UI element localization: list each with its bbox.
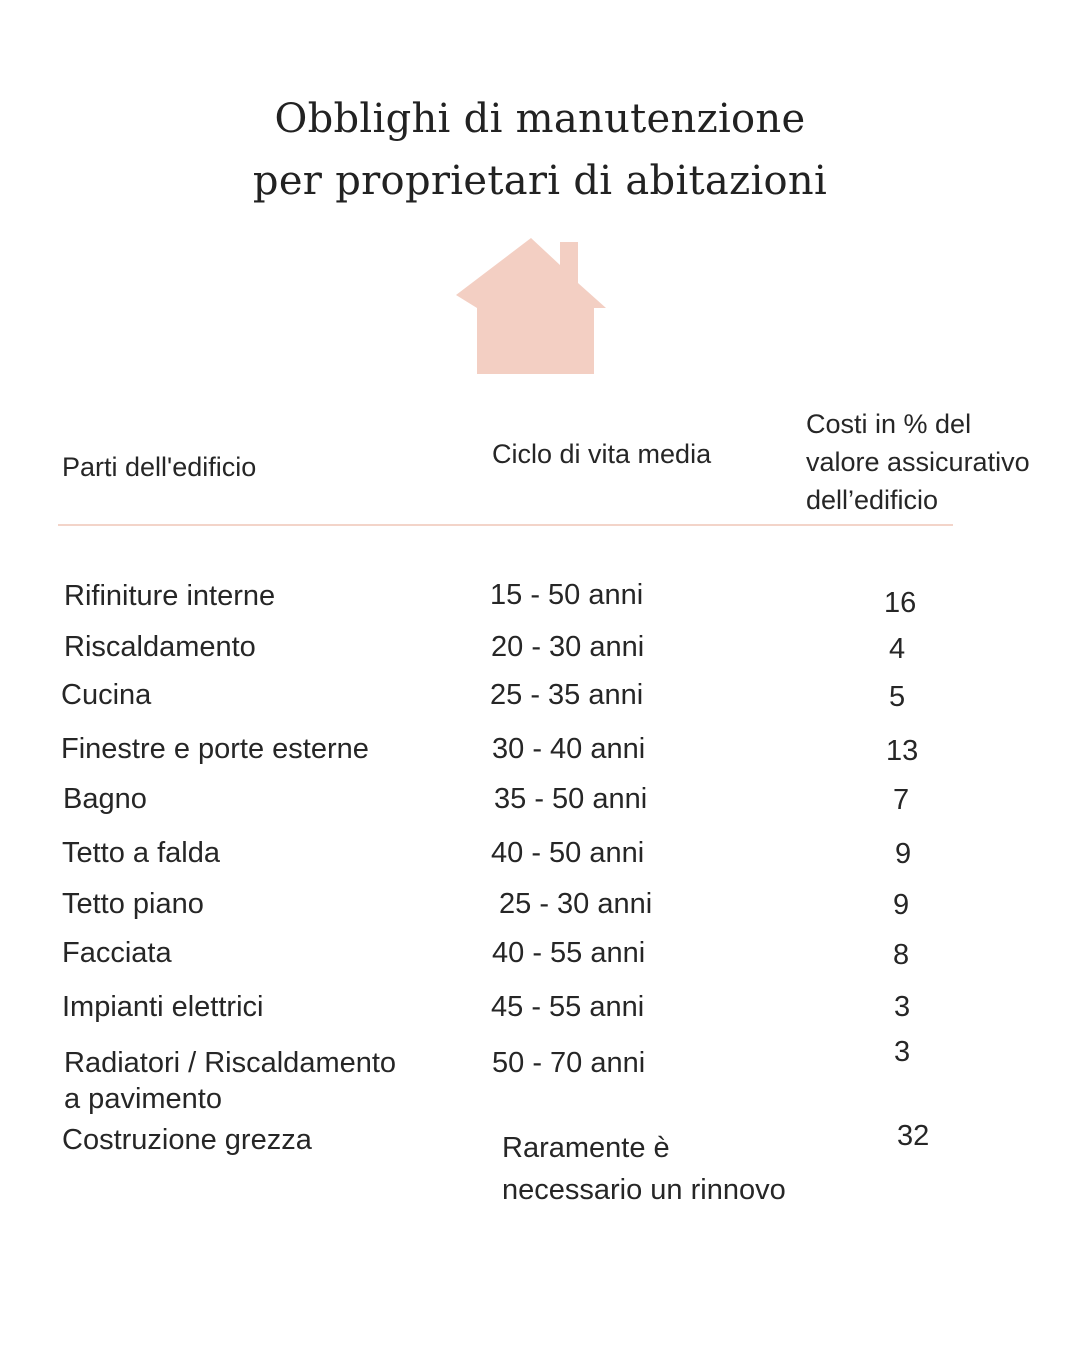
row-lifecycle: 30 - 40 anni xyxy=(492,733,646,765)
row-part: Tetto piano xyxy=(62,888,204,920)
row-part: Finestre e porte esterne xyxy=(61,733,369,765)
row-part: Tetto a falda xyxy=(62,837,220,869)
header-cost-line-2: valore assicurativo xyxy=(806,447,1030,477)
row-lifecycle: 40 - 55 anni xyxy=(492,937,646,969)
row-cost: 9 xyxy=(893,889,910,921)
page-title xyxy=(0,88,1080,212)
row-part: Cucina xyxy=(61,679,152,711)
row-lifecycle: 40 - 50 anni xyxy=(491,837,645,869)
title-line-2: per proprietari di abitazioni xyxy=(252,158,828,204)
row-lifecycle: 35 - 50 anni xyxy=(494,783,648,815)
row-cost: 3 xyxy=(894,991,911,1023)
row-lifecycle: 20 - 30 anni xyxy=(491,631,645,663)
row-lifecycle xyxy=(502,1127,786,1211)
row-cost: 5 xyxy=(889,681,906,713)
header-cost-line-3: dell’edificio xyxy=(806,485,939,515)
row-part: Rifiniture interne xyxy=(64,580,276,612)
row-part xyxy=(64,1045,396,1117)
row-part: Bagno xyxy=(63,783,147,815)
row-cost: 16 xyxy=(884,587,917,619)
row-part-line-1: Radiatori / Riscaldamento xyxy=(64,1047,397,1079)
row-cost: 4 xyxy=(889,633,906,665)
header-divider xyxy=(58,524,953,526)
row-part-line-2: a pavimento xyxy=(64,1083,222,1115)
header-cost-line-1: Costi in % del xyxy=(806,409,972,439)
row-lifecycle: 15 - 50 anni xyxy=(490,579,644,611)
row-lifecycle-line-1: Raramente è xyxy=(502,1132,670,1164)
row-part: Costruzione grezza xyxy=(62,1124,312,1156)
row-lifecycle-line-2: necessario un rinnovo xyxy=(502,1174,786,1206)
header-lifecycle: Ciclo di vita media xyxy=(492,439,712,469)
row-part: Impianti elettrici xyxy=(62,991,264,1023)
row-lifecycle: 25 - 30 anni xyxy=(499,888,653,920)
row-cost: 7 xyxy=(893,784,910,816)
row-lifecycle: 50 - 70 anni xyxy=(492,1047,646,1079)
header-building-part: Parti dell'edificio xyxy=(62,452,257,482)
header-cost xyxy=(806,405,1030,519)
row-part: Riscaldamento xyxy=(64,631,256,663)
row-cost: 3 xyxy=(894,1036,911,1068)
house-icon xyxy=(456,238,606,374)
row-lifecycle: 25 - 35 anni xyxy=(490,679,644,711)
row-cost: 32 xyxy=(897,1120,930,1152)
row-cost: 13 xyxy=(886,735,919,767)
row-cost: 8 xyxy=(893,939,910,971)
row-cost: 9 xyxy=(895,838,912,870)
title-line-1: Obblighi di manutenzione xyxy=(274,96,806,142)
row-lifecycle: 45 - 55 anni xyxy=(491,991,645,1023)
row-part: Facciata xyxy=(62,937,172,969)
